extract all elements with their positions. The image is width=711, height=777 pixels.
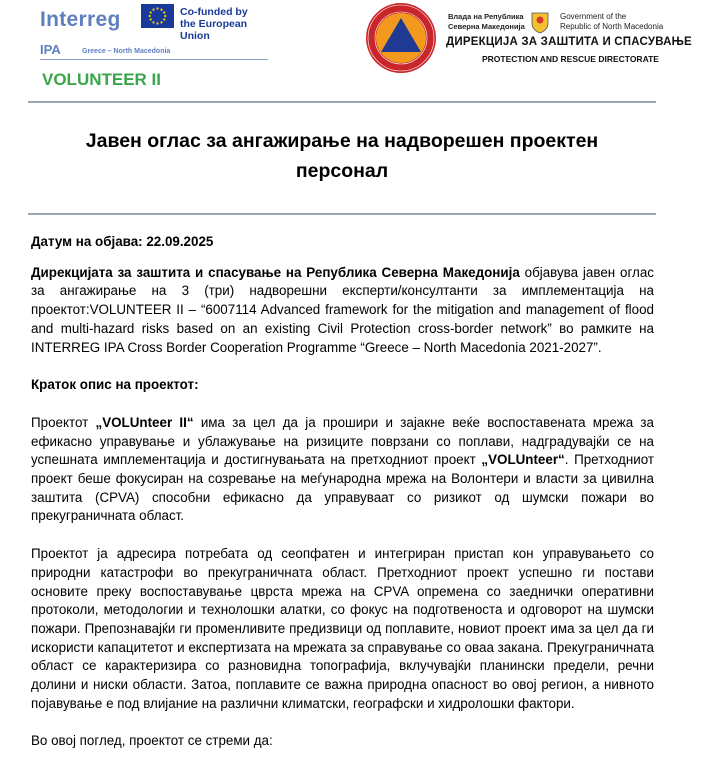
government-name-en: Government of the Republic of North Macedonia: [560, 12, 664, 31]
title-bottom-rule: [28, 213, 656, 215]
intro-paragraph: Дирекцијата за заштита и спасување на Република Северна Македонија објавува јавен оглас за ангажирање на 3 (три) надворешни експерти/консултанти за имплементација на проектот:VOLUNTEER II – “6007114 Advanced framework for the mitigation and management of flood and multi-hazard risks based on an existing Civil Protection cross-border network” во рамките на INTERREG IPA Cross Border Cooperation Programme “Greece – North Macedonia 2021-2027”.: [31, 264, 654, 355]
cofunded-text: Co-funded by the European Union: [180, 6, 248, 42]
eu-flag-icon: [141, 4, 174, 28]
section-heading: Краток опис на проектот:: [31, 377, 199, 393]
project-paragraph-1: Проектот „VOLUnteer II“ има за цел да ја прошири и зајакне веќе воспоставената мрежа за ефикасно управување и ублажување на ризиците поврзани со поплави, надградувајќи се на успешната имплементација и достигнувањата на претходниот проект „VOLUnteer“. Претходниот проект беше фокусиран на созревање на меѓународна мрежа на Волонтери и власти за цивилна заштита (CPVA) способни ефикасно да управуваат со ризикот од шумски пожари во прекуграничната област.: [31, 414, 654, 524]
project-paragraph-2: Проектот ја адресира потребата од сеопфатен и интегриран пристап кон управувањето со природни катастрофи во прекуграничната област. Претходниот проект успешно ги постави основите преку воспоставување цврста мрежа на CPVA опремена со заеднички оперативни протоколи, методологии и технолошки алатки, со фокус на подготвеноста и одговорот на шумски пожари. Препознавајќи ги променливите предизвици од поплавите, новиот проект има за цел да ги искористи капацитетот и експертизата на мрежата за справување со оваа закана. Прекуграничната област се карактеризира со разновидна топографија, вклучувајќи планински предели, речни долини и ниски области. Затоа, поплавите се важна природна опасност во овој регион, а нивното појавување е под влијание на различни климатски, географски и хидролошки фактори.: [31, 546, 654, 711]
publication-date: Датум на објава: 22.09.2025: [31, 234, 214, 249]
project-paragraph-3: Во овој поглед, проектот се стреми да:: [31, 733, 273, 749]
ipa-divider: [40, 59, 268, 60]
ipa-program-name: Greece – North Macedonia: [82, 48, 171, 55]
volunteer-title: VOLUNTEER II: [42, 70, 162, 89]
coat-of-arms-icon: [530, 10, 550, 34]
interreg-wordmark: Interreg: [40, 8, 121, 31]
ipa-wordmark: IPA: [40, 42, 61, 57]
protection-rescue-emblem-icon: [365, 2, 437, 74]
government-name-mk: Влада на Република Северна Македонија: [448, 12, 525, 31]
directorate-name-mk: ДИРЕКЦИЈА ЗА ЗАШТИТА И СПАСУВАЊЕ: [446, 36, 692, 48]
directorate-name-en: PROTECTION AND RESCUE DIRECTORATE: [482, 54, 659, 64]
document-title: Јавен оглас за ангажирање на надворешен проектен персонал: [85, 130, 599, 182]
document-body: [31, 233, 654, 751]
page-header: [0, 0, 711, 110]
title-top-rule: [28, 101, 656, 103]
